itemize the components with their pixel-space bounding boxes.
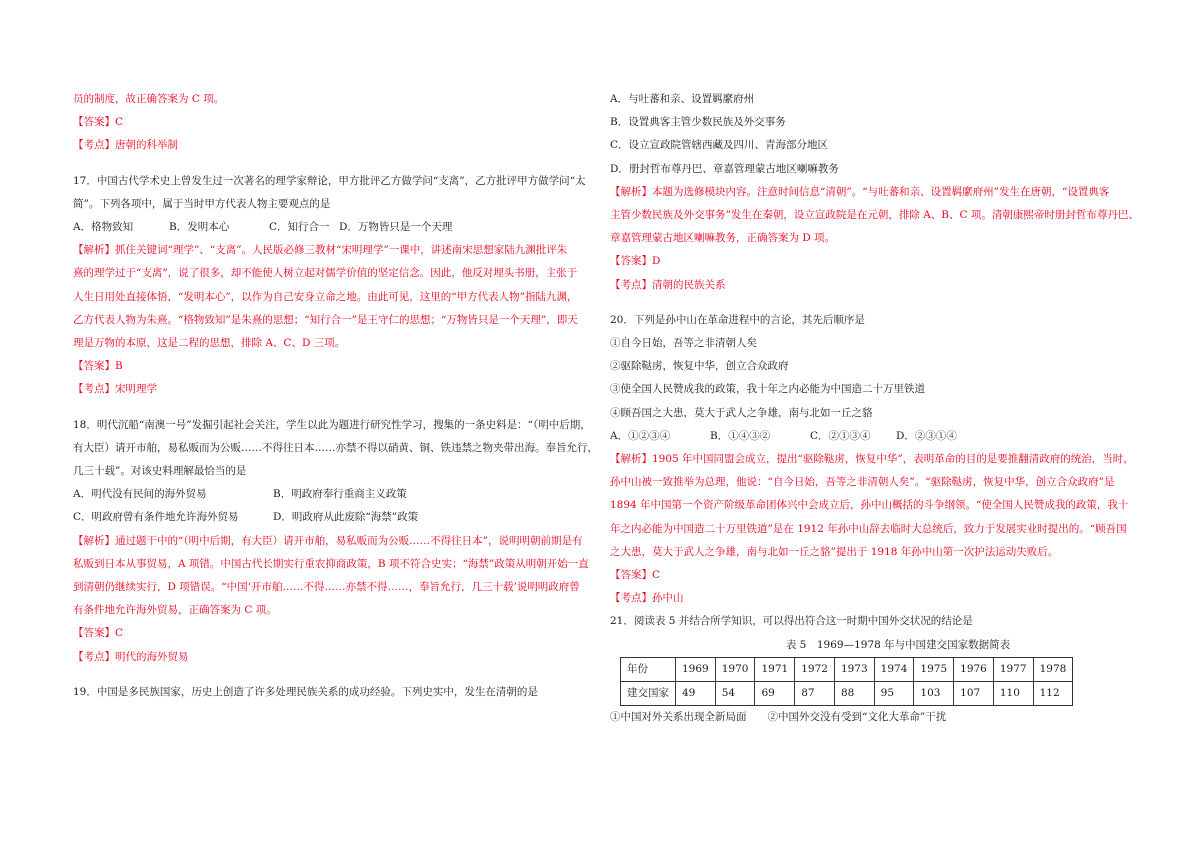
table-cell-count: 95 — [874, 682, 914, 706]
question-20 — [610, 309, 1134, 611]
q18-option-d: D．明政府从此废除“海禁”政策 — [273, 511, 419, 524]
q20-option-d: D．②③①④ — [896, 429, 957, 442]
diplomacy-data-table — [620, 657, 1073, 706]
q17-option-b: B．发明本心 — [169, 221, 230, 234]
q16-point: 【考点】唐朝的科举制 — [73, 139, 178, 152]
q20-option-c: C．②①③④ — [810, 429, 871, 442]
q19-option-d: D．册封哲布尊丹巴、章嘉管理蒙古地区喇嘛教务 — [610, 162, 839, 175]
q17-option-a: A．格物致知 — [73, 221, 134, 234]
table-cell-count: 110 — [993, 682, 1033, 706]
table-cell-year: 1971 — [755, 657, 795, 681]
q20-answer: 【答案】C — [610, 569, 661, 582]
q18-analysis-line: 到清朝仍继续实行，D 项错误。“中国‘开市舶……不得……亦禁不得……，奉旨允行，几三十载’说明明政府曾 — [73, 581, 580, 594]
question-18 — [73, 414, 598, 669]
q17-stem-line: 简”。下列各项中，属于当时甲方代表人物主要观点的是 — [73, 197, 331, 210]
table-caption: 表 5 1969—1978 年与中国建交国家数据简表 — [785, 638, 1011, 651]
q20-statement: ③使全国人民赞成我的政策，我十年之内必能为中国造二十万里铁道 — [610, 383, 925, 396]
table-cell-count: 87 — [795, 682, 835, 706]
q18-option-b: B．明政府奉行重商主义政策 — [273, 488, 407, 501]
q17-analysis-line: 【解析】抓住关键词“理学”、“支离”。人民版必修三教材“宋明理学”一课中，讲述南宋思想家陆九渊批评朱 — [73, 244, 568, 257]
q19-analysis-line: 【解析】本题为选修模块内容。注意时间信息“清朝”。“与吐蕃和亲、设置羁縻府州”发生在唐朝，“设置典客 — [610, 185, 1110, 198]
q20-options — [610, 425, 1126, 448]
q20-statement: ④顾吾国之大患，莫大于武人之争雄，南与北如一丘之貉 — [610, 406, 873, 419]
table-cell-year: 1976 — [954, 657, 994, 681]
q19-analysis-line: 章嘉管理蒙古地区喇嘛教务，正确答案为 D 项。 — [610, 232, 836, 245]
table-row — [621, 682, 1073, 706]
q21-stem: 21．阅读表 5 并结合所学知识，可以得出符合这一时期中国外交状况的结论是 — [610, 615, 973, 628]
q21-statements: ①中国对外关系出现全新局面 ②中国外交没有受到“文化大革命”干扰 — [610, 711, 947, 724]
q18-analysis-line: 有条件地允许海外贸易，正确答案为 C 项。 — [73, 604, 277, 617]
q18-option-c: C．明政府曾有条件地允许海外贸易 — [73, 511, 239, 524]
q16-analysis-tail: 员的制度，故正确答案为 C 项。 — [73, 93, 225, 105]
q18-options-row-2 — [73, 506, 581, 529]
left-column — [73, 88, 598, 704]
q20-statement: ②驱除鞑虏，恢复中华，创立合众政府 — [610, 360, 789, 373]
q18-answer: 【答案】C — [73, 627, 124, 640]
table-cell-count: 103 — [914, 682, 954, 706]
q20-statement: ①自今日始，吾等之非清朝人矣 — [610, 337, 757, 350]
q17-analysis-line: 熹的理学过于“支离”，说了很多，却不能使人树立起对儒学价值的坚定信念。因此，他反对埋头书册，主张于 — [73, 267, 578, 280]
table-cell-count: 112 — [1033, 682, 1073, 706]
question-17 — [73, 170, 586, 402]
q18-options-row-1 — [73, 483, 581, 506]
table-cell-year: 1970 — [715, 657, 755, 681]
q17-answer: 【答案】B — [73, 360, 123, 373]
question-21 — [610, 610, 1126, 729]
q18-analysis-line: 【解析】通过题干中的“（明中后期，有大臣）请开市舶，易私贩而为公贩……不得往日本”，说明明朝前期是有 — [73, 534, 583, 547]
q17-analysis-line: 人生日用处直接体悟，“发明本心”，以作为自己安身立命之地。由此可见，这里的“甲方代表人物”指陆九渊， — [73, 290, 578, 303]
q17-analysis-line: 乙方代表人物为朱熹。“格物致知”是朱熹的思想；“知行合一”是王守仁的思想；“万物皆只是一个天理”，即天 — [73, 313, 578, 326]
q20-analysis-line: 年之内必能为中国造二十万里铁道”是在 1912 年孙中山辞去临时大总统后，致力于发展实业时提出的。“顾吾国 — [610, 522, 1127, 535]
q17-point: 【考点】宋明理学 — [73, 383, 157, 396]
right-column — [610, 88, 1139, 729]
table-cell-year: 1974 — [874, 657, 914, 681]
q19-option-c: C．设立宣政院管辖西藏及四川、青海部分地区 — [610, 139, 829, 152]
q20-analysis-line: 【解析】1905 年中国同盟会成立，提出“驱除鞑虏，恢复中华”，表明革命的目的是要推翻清政府的统治，当时， — [610, 453, 1134, 466]
q20-analysis-line: 1894 年中国第一个资产阶级革命团体兴中会成立后，孙中山概括的斗争纲领。“使全国人民赞成我的政策，我十 — [610, 499, 1129, 512]
table-row-label: 建交国家 — [621, 682, 676, 706]
table-cell-year: 1972 — [795, 657, 835, 681]
q17-analysis-line: 理是万物的本原，这是二程的思想，排除 A、C、D 三项。 — [73, 337, 346, 350]
q17-option-d: D．万物皆只是一个天理 — [339, 221, 453, 234]
table-cell-year: 1969 — [676, 657, 716, 681]
table-cell-year: 1975 — [914, 657, 954, 681]
q19-stem: 19．中国是多民族国家，历史上创造了许多处理民族关系的成功经验。下列史实中，发生在清朝的是 — [73, 685, 538, 698]
q19-answer: 【答案】D — [610, 255, 661, 268]
q20-analysis-line: 之大患，莫大于武人之争雄，南与北如一丘之貉”提出于 1918 年孙中山第一次护法运动失败后。 — [610, 545, 1059, 558]
table-cell-count: 107 — [954, 682, 994, 706]
q18-stem-line: 有大臣）请开市舶，易私贩而为公贩……不得往日本……亦禁不得以硝黄、铜、铁违禁之物夹带出海。奉旨允行， — [73, 441, 598, 454]
q20-stem: 20．下列是孙中山在革命进程中的言论，其先后顺序是 — [610, 313, 865, 326]
q17-options — [73, 216, 581, 239]
q16-answer: 【答案】C — [73, 116, 124, 129]
table-cell-count: 54 — [715, 682, 755, 706]
q19-analysis-line: 主管少数民族及外交事务”发生在秦朝，设立宣政院是在元朝，排除 A、B、C 项。清朝康熙帝时册封哲布尊丹巴、 — [610, 209, 1139, 222]
q19-option-b: B．设置典客主管少数民族及外交事务 — [610, 116, 786, 129]
q20-option-a: A．①②③④ — [610, 429, 671, 442]
q20-analysis-line: 孙中山被一致推举为总理，他说：“自今日始，吾等之非清朝人矣”。“驱除鞑虏，恢复中华，创立合众政府”是 — [610, 476, 1115, 489]
q18-stem-line: 18．明代沉船“南澳一号”发掘引起社会关注，学生以此为题进行研究性学习，搜集的一条史料是：“（明中后期， — [73, 418, 591, 431]
q17-option-c: C．知行合一 — [269, 221, 330, 234]
q18-option-a: A．明代没有民间的海外贸易 — [73, 488, 207, 501]
table-cell-count: 49 — [676, 682, 716, 706]
q19-option-a: A．与吐蕃和亲、设置羁縻府州 — [610, 93, 755, 105]
table-cell-count: 88 — [834, 682, 874, 706]
question-19-continued — [610, 88, 1139, 297]
q19-point: 【考点】清朝的民族关系 — [610, 278, 726, 291]
q18-point: 【考点】明代的海外贸易 — [73, 650, 189, 663]
q20-option-b: B．①④③② — [710, 429, 771, 442]
q18-stem-line: 几三十载”。对该史料理解最恰当的是 — [73, 465, 247, 478]
table-cell-year: 1978 — [1033, 657, 1073, 681]
table-cell-year: 1973 — [834, 657, 874, 681]
table-cell-count: 69 — [755, 682, 795, 706]
table-row-label: 年份 — [621, 657, 676, 681]
table-row — [621, 657, 1073, 681]
table-cell-year: 1977 — [993, 657, 1033, 681]
q18-analysis-line: 私贩到日本从事贸易，A 项错。中国古代长期实行重农抑商政策，B 项不符合史实；“海禁”政策从明朝开始一直 — [73, 557, 589, 570]
q17-stem-line: 17．中国古代学术史上曾发生过一次著名的理学家辩论，甲方批评乙方做学问“支离”，乙方批评甲方做学问“太 — [73, 174, 586, 187]
q20-point: 【考点】孙中山 — [610, 592, 684, 605]
